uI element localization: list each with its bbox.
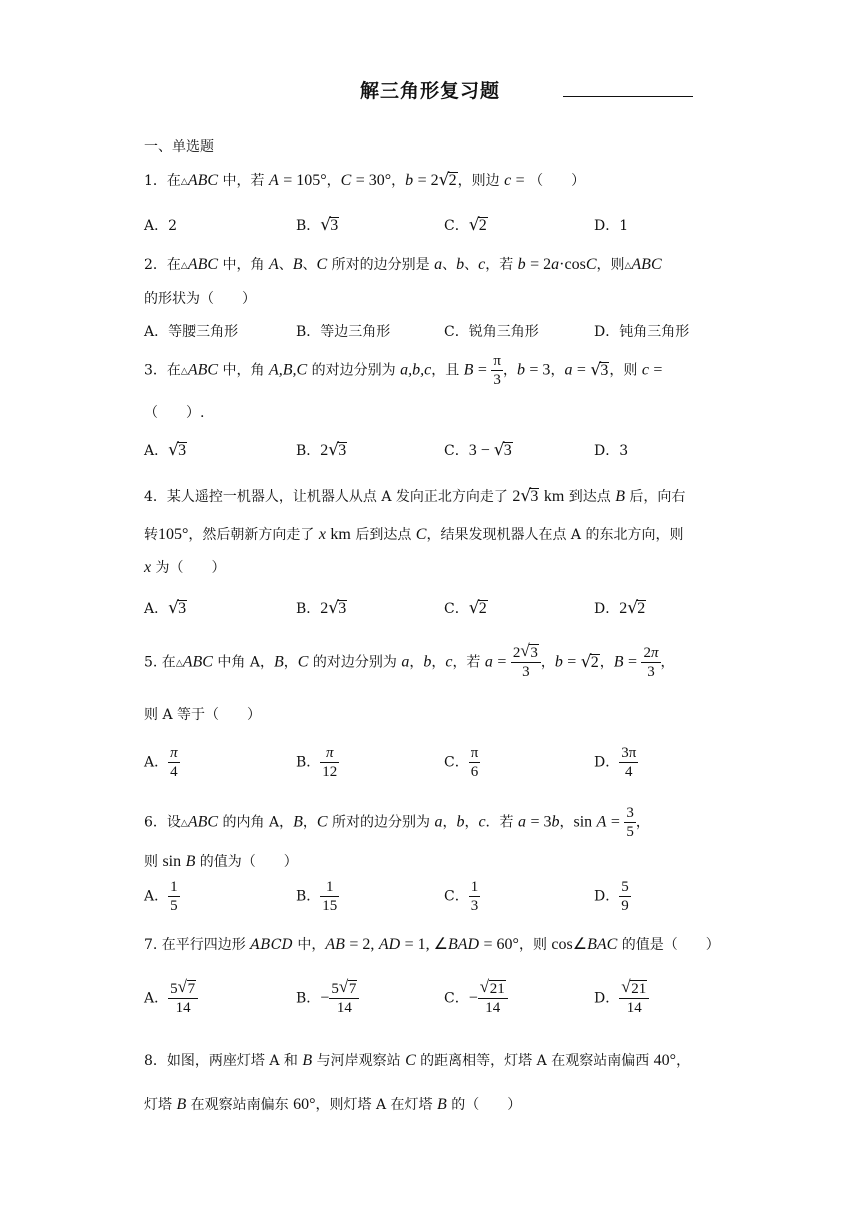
- q5-option-c[interactable]: C． $\frac{\pi}{6}$: [444, 745, 479, 780]
- question-2-line-1: 2．在△ABC 中，角 A、B、C 所对的边分别是 a、b、c，若 b = 2a·cosC，则△ABC: [144, 256, 662, 273]
- question-1: 1．在△ABC 中，若 A = 105°，C = 30°，b = 2√ 2，则边 c = （ ）: [144, 170, 585, 190]
- question-2-line-2: 的形状为（ ）: [144, 291, 256, 307]
- q2-option-c[interactable]: C．锐角三角形: [444, 324, 539, 340]
- q4-option-a[interactable]: A．√ 3: [144, 598, 187, 618]
- q5-option-b[interactable]: B． $\frac{\pi}{12}$: [296, 745, 338, 780]
- question-8-line-2: 灯塔 B 在观察站南偏东 60°，则灯塔 A 在灯塔 B 的（ ）: [144, 1096, 522, 1113]
- q7-option-a[interactable]: A． $\frac{5√ 7}{14}$: [144, 980, 198, 1017]
- question-8-line-1: 8．如图，两座灯塔 A 和 B 与河岸观察站 C 的距离相等，灯塔 A 在观察站南偏西 40°，: [144, 1052, 691, 1069]
- question-7: 7. 在平行四边形 ABCD 中，AB = 2, AD = 1, ∠BAD = 60°，则 cos∠BAC 的值是（ ）: [144, 936, 720, 953]
- question-5-line-1: 5. 在△ABC 中角 A，B，C 的对边分别为 a，b，c，若 a = $\frac{2√ 3}{3}$ ，b = √ 2，B = $\frac{2\pi}{3}$ ，: [144, 644, 675, 681]
- q5-option-d[interactable]: D． $\frac{3\pi}{4}$: [594, 745, 637, 780]
- q6-option-b[interactable]: B． $\frac{1}{15}$: [296, 879, 338, 914]
- q6-option-c[interactable]: C． $\frac{1}{3}$: [444, 879, 479, 914]
- section-heading: 一、单选题: [144, 139, 214, 155]
- q3-option-c[interactable]: C．3 − √ 3: [444, 440, 513, 460]
- q5-option-a[interactable]: A． $\frac{\pi}{4}$: [144, 745, 178, 780]
- question-3-line-2: （ ）.: [144, 405, 205, 421]
- question-4-line-2: 转105°，然后朝新方向走了 x km 后到达点 C，结果发现机器人在点 A 的东北方向，则: [144, 526, 684, 543]
- q4-option-d[interactable]: D．2√ 2: [594, 598, 646, 618]
- q1-option-b[interactable]: B．√ 3: [296, 215, 339, 235]
- q1-option-c[interactable]: C．√ 2: [444, 215, 488, 235]
- q7-option-c[interactable]: C．− √ $\frac{21}{14}$: [444, 980, 508, 1017]
- q3-option-a[interactable]: A．√ 3: [144, 440, 187, 460]
- q7-option-d[interactable]: D． √ $\frac{21}{14}$: [594, 980, 649, 1017]
- q4-option-b[interactable]: B．2√ 3: [296, 598, 347, 618]
- q2-option-d[interactable]: D．钝角三角形: [594, 324, 690, 340]
- question-4-line-3: x 为（ ）: [144, 559, 226, 576]
- q3-option-b[interactable]: B．2√ 3: [296, 440, 347, 460]
- q6-option-d[interactable]: D． $\frac{5}{9}$: [594, 879, 629, 914]
- q2-option-b[interactable]: B．等边三角形: [296, 324, 391, 340]
- q1-option-d[interactable]: D．1: [594, 218, 629, 234]
- q7-option-b[interactable]: B．− $\frac{5√ 7}{14}$: [296, 980, 359, 1017]
- q4-option-c[interactable]: C．√ 2: [444, 598, 488, 618]
- q1-option-a[interactable]: A．2: [144, 218, 178, 234]
- question-5-line-2: 则 A 等于（ ）: [144, 707, 262, 723]
- page-title: 解三角形复习题: [360, 80, 501, 102]
- q2-option-a[interactable]: A．等腰三角形: [144, 324, 239, 340]
- question-6-line-1: 6．设△ABC 的内角 A，B，C 所对的边分别为 a，b，c．若 a = 3b，sin A = $\frac{3}{5}$ ，: [144, 805, 650, 840]
- q6-option-a[interactable]: A． $\frac{1}{5}$: [144, 879, 178, 914]
- q3-option-d[interactable]: D．3: [594, 443, 629, 459]
- name-blank-line: [563, 96, 693, 97]
- question-6-line-2: 则 sin B 的值为（ ）: [144, 853, 298, 870]
- question-4-line-1: 4．某人遥控一机器人，让机器人从点 A 发向正北方向走了 2√ 3 km 到达点 B 后，向右: [144, 486, 685, 506]
- question-3-line-1: 3．在△ABC 中，角 A,B,C 的对边分别为 a,b,c，且 B = $\frac{\pi}{3}$ ，b = 3，a = √ 3，则 c =: [144, 352, 662, 389]
